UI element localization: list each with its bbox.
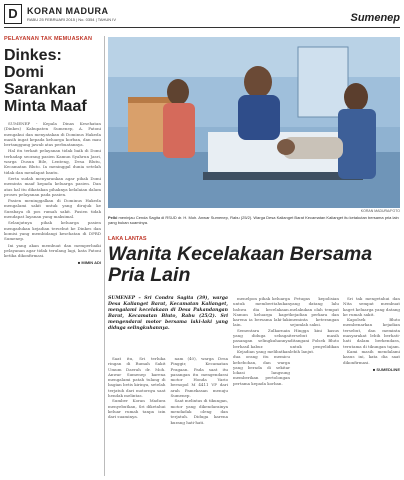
issue-line: RABU 25 FEBRUARI 2015 | No. 0354 | TAHUN IV bbox=[27, 17, 117, 22]
main-column-5 bbox=[343, 296, 400, 476]
main-lede: SUMENEP – Sri Condra Sagita (39), warga Desa Kalianget Barat, Kecamatan Kalianget, mengalami kecelakaan di Desa Pakandangan Barat, Kecamatan Bluto, Rabu (25/2). Sri mengendarai motor bersama laki-laki yang diduga selingkuhannya. bbox=[108, 296, 228, 331]
left-article bbox=[4, 36, 101, 476]
left-endmark: ■ MIMIN ADI bbox=[77, 260, 101, 266]
main-paragraph: menelpon pihak keluarga untuk memberitahukan bahwa dia kecelakaan. Namun keluarga kaget karena ia bersama laki-laki lain. bbox=[233, 296, 290, 328]
column-divider bbox=[104, 36, 105, 476]
left-paragraph: Pasien meninggalkan di Dominus Hakeda mengalami sakit untuk yang dirujuk ke Surabaya di pos rumah sakit. Pasien tidak mendapat layanan yang maksimal. bbox=[4, 198, 101, 220]
main-endmark: ■ SUMEDLINE bbox=[372, 366, 400, 372]
main-paragraph: Saat melintas di tikungan, motor yang dikendarainya mendadak oleng dan terjatuh. Diduga karena kurang hati-hati. bbox=[170, 398, 228, 425]
main-paragraph: Saat itu, Sri terluka ringan di Rumah Sakit Umum Daerah dr. Moh. Anwar Sumenep karena mengalami patah tulang di bagian betis kirinya, setelah terjatuh dari motornya saat hendak melintas. bbox=[108, 356, 166, 399]
main-paragraph: Petugas kepolisian yang datang lalu melakukan olah tempat kejadian perkara dan meminta keterangan sejumlah saksi. bbox=[290, 296, 339, 328]
main-column-3 bbox=[233, 296, 290, 476]
main-paragraph: nam (40), warga Desa Pinggir, Kecamatan Pragaan. Pada saat itu pasangan itu mengendarai motor Honda Vario bernopol M 4411 VP dari arah Pamekasan menuju Sumenep. bbox=[170, 356, 228, 399]
hospital-scene-illustration bbox=[108, 37, 400, 208]
left-paragraph: Serta sudah menyarankan agar pihak Domi meminta maaf kepada keluarga pasien. Dan atas hal itu dikatakan pihaknya kelalaian dalam proses pelayanan pada pasien. bbox=[4, 175, 101, 197]
main-paragraph: Hingga kini kasus tersebut masih ditangani Polsek Bluto untuk penyelidikan lebih lanjut. bbox=[290, 327, 339, 354]
section-letter: D bbox=[4, 4, 22, 24]
left-paragraph: Ini yang akan membuat dan memperbaiki pelayanan agar tidak terulang lagi, kata Fatoni ketika dikonfirmasi. bbox=[4, 242, 101, 259]
left-body bbox=[4, 121, 101, 258]
news-photo bbox=[108, 37, 400, 208]
photo-caption bbox=[108, 215, 400, 226]
main-paragraph: Sri tak mengetahui dan Nita sempat membuat kaget keluarga yang datang ke rumah sakit. bbox=[343, 296, 400, 317]
section-title: Sumenep bbox=[350, 12, 400, 24]
main-body-columns bbox=[108, 356, 228, 476]
main-column-4 bbox=[290, 296, 339, 476]
main-column-1 bbox=[108, 356, 166, 476]
newspaper-name: KORAN MADURA bbox=[27, 6, 109, 16]
main-headline: Wanita Kecelakaan Bersama Pria Lain bbox=[108, 243, 373, 286]
masthead bbox=[0, 0, 404, 30]
caption-label: Pelki bbox=[108, 215, 118, 220]
photo-credit: KORAN MADURA/FOTO bbox=[360, 209, 400, 213]
main-column-2 bbox=[171, 356, 229, 476]
main-kicker: LAKA LANTAS bbox=[108, 236, 147, 242]
masthead-rule bbox=[4, 27, 400, 28]
left-paragraph: Hal itu terkait pelayanan tidak baik di Domi terhadap seorang pasien Kamun Syahrun Jasri, warga Dusun Bile, Lenteng, Desa Blutu, Kecamatan Bluto. Ia meninggal dunia setelah tidak dan mendapat bantu. bbox=[4, 148, 101, 175]
main-paragraph: Sementara Zulkarnain yang diduga sebagai pasangan selingkuhannya berhasil kabur. bbox=[233, 327, 290, 349]
caption-text: meninjau Cenda Sagita di RSUD dr. H. Moh. Anwar Sumenep, Rabu (25/2). Warga Desa Kalianget Barat Kecamatan Kalianget itu ketakutan bersama pria lain yang bukan suaminya. bbox=[108, 215, 399, 226]
main-paragraph: Kejadian yang melibatkan dua orang itu memicu kehebohan, dan warga yang berada di sekitar lokasi langsung memberikan pertolongan pertama kepada korban. bbox=[233, 348, 290, 386]
left-headline: Dinkes: Domi Sarankan Minta Maaf bbox=[4, 47, 87, 115]
left-paragraph: SUMENEP - Kepala Dinas Kesehatan (Dinkes) Kabupaten Sumenep, A. Fatoni mengakui dan menyatakan di Dominus Hakeda masih ingat kepada keluarga korban, dan mau bertanggung jawab atas perbuatannya. bbox=[4, 121, 101, 148]
main-paragraph: Kapolsek Bluto membenarkan kejadian tersebut, dan meminta masyarakat lebih berhati-hati dalam berkendara, terutama di tikungan tajam. bbox=[343, 317, 400, 349]
left-paragraph: Selanjutnya pihak keluarga pasien mengadukan kejadian tersebut ke Dinkes dan komisi yang membidangi kesehatan di DPRD Sumenep. bbox=[4, 220, 101, 242]
main-paragraph: Sumber Koran Madura menyebutkan, Sri diketahui keluar rumah tanpa izin dari suaminya. bbox=[108, 398, 166, 420]
main-paragraph: Kami masih mendalami kasus ini, kata dia saat dikonfirmasi. bbox=[343, 348, 400, 365]
left-kicker: PELAYANAN TAK MEMUASKAN bbox=[4, 36, 93, 42]
